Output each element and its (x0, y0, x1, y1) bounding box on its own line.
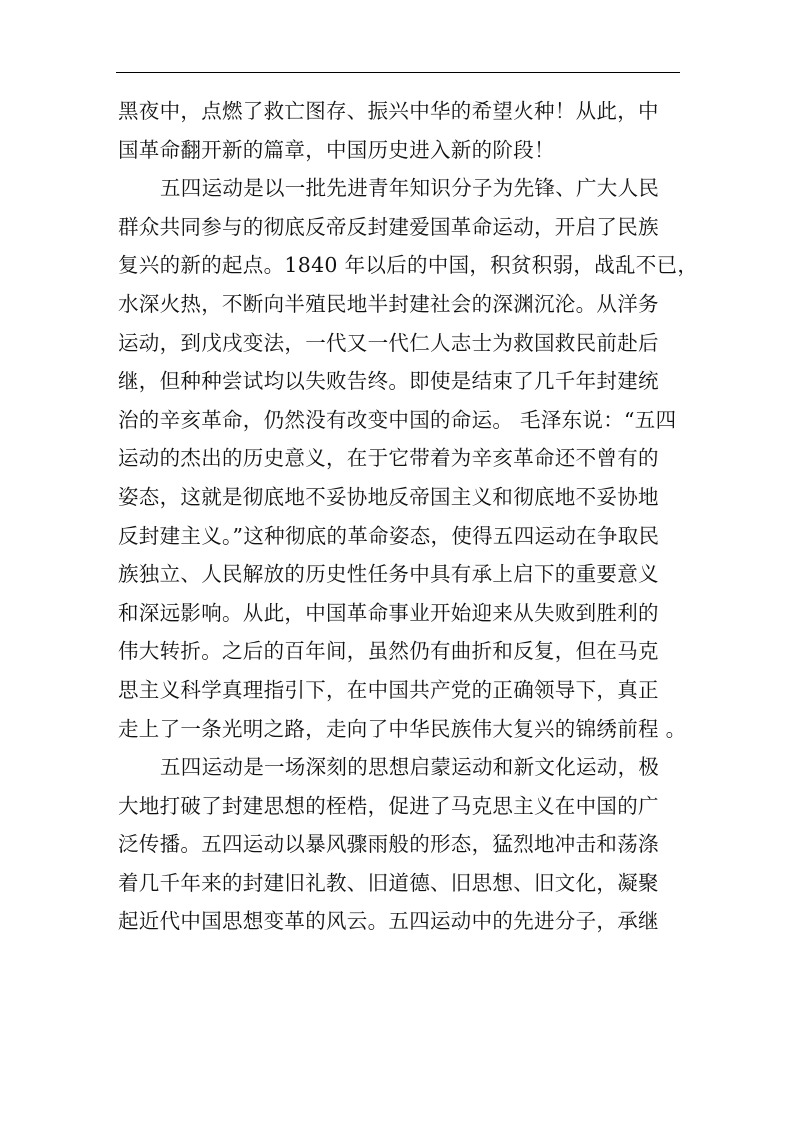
paragraph-start-line: 五四运动是以一批先进青年知识分子为先锋、广大人民 (160, 176, 660, 201)
text-line: 和深远影响。从此，中国革命事业开始迎来从失败到胜利的 (118, 600, 659, 625)
text-line: 伟大转折。之后的百年间，虽然仍有曲折和反复，但在马克 (118, 639, 659, 664)
header-rule (116, 72, 680, 73)
text-line: 运动，到戊戌变法，一代又一代仁人志士为救国救民前赴后 (118, 330, 659, 355)
text-line: 姿态，这就是彻底地不妥协地反帝国主义和彻底地不妥协地 (118, 484, 659, 509)
text-line: 继，但种种尝试均以失败告终。即使是结束了几千年封建统 (118, 369, 659, 394)
text-line: 思主义科学真理指引下，在中国共产党的正确领导下，真正 (118, 677, 659, 702)
text-line: 复兴的新的起点。1840 年以后的中国，积贫积弱，战乱不已， (118, 253, 699, 278)
text-line: 大地打破了封建思想的桎梏，促进了马克思主义在中国的广 (118, 793, 659, 818)
paragraph-start-line: 五四运动是一场深刻的思想启蒙运动和新文化运动，极 (160, 755, 660, 780)
text-line: 反封建主义。”这种彻底的革命姿态，使得五四运动在争取民 (118, 523, 660, 548)
text-line: 族独立、人民解放的历史性任务中具有承上启下的重要意义 (118, 562, 659, 587)
text-line: 泛传播。五四运动以暴风骤雨般的形态，猛烈地冲击和荡涤 (118, 832, 659, 857)
text-line: 起近代中国思想变革的风云。五四运动中的先进分子，承继 (118, 909, 659, 934)
text-line: 治的辛亥革命，仍然没有改变中国的命运。 毛泽东说：“五四 (118, 407, 677, 432)
text-line: 群众共同参与的彻底反帝反封建爱国革命运动，开启了民族 (118, 214, 659, 239)
text-line: 走上了一条光明之路，走向了中华民族伟大复兴的锦绣前程 。 (118, 716, 687, 741)
text-line: 运动的杰出的历史意义，在于它带着为辛亥革命还不曾有的 (118, 446, 659, 471)
body-text (118, 92, 699, 941)
text-line: 水深火热，不断向半殖民地半封建社会的深渊沉沦。从洋务 (118, 291, 659, 316)
text-line: 着几千年来的封建旧礼教、旧道德、旧思想、旧文化，凝聚 (118, 870, 659, 895)
text-line: 黑夜中，点燃了救亡图存、振兴中华的希望火种！从此，中 (118, 99, 659, 123)
text-line: 国革命翻开新的篇章，中国历史进入新的阶段！ (118, 137, 555, 162)
